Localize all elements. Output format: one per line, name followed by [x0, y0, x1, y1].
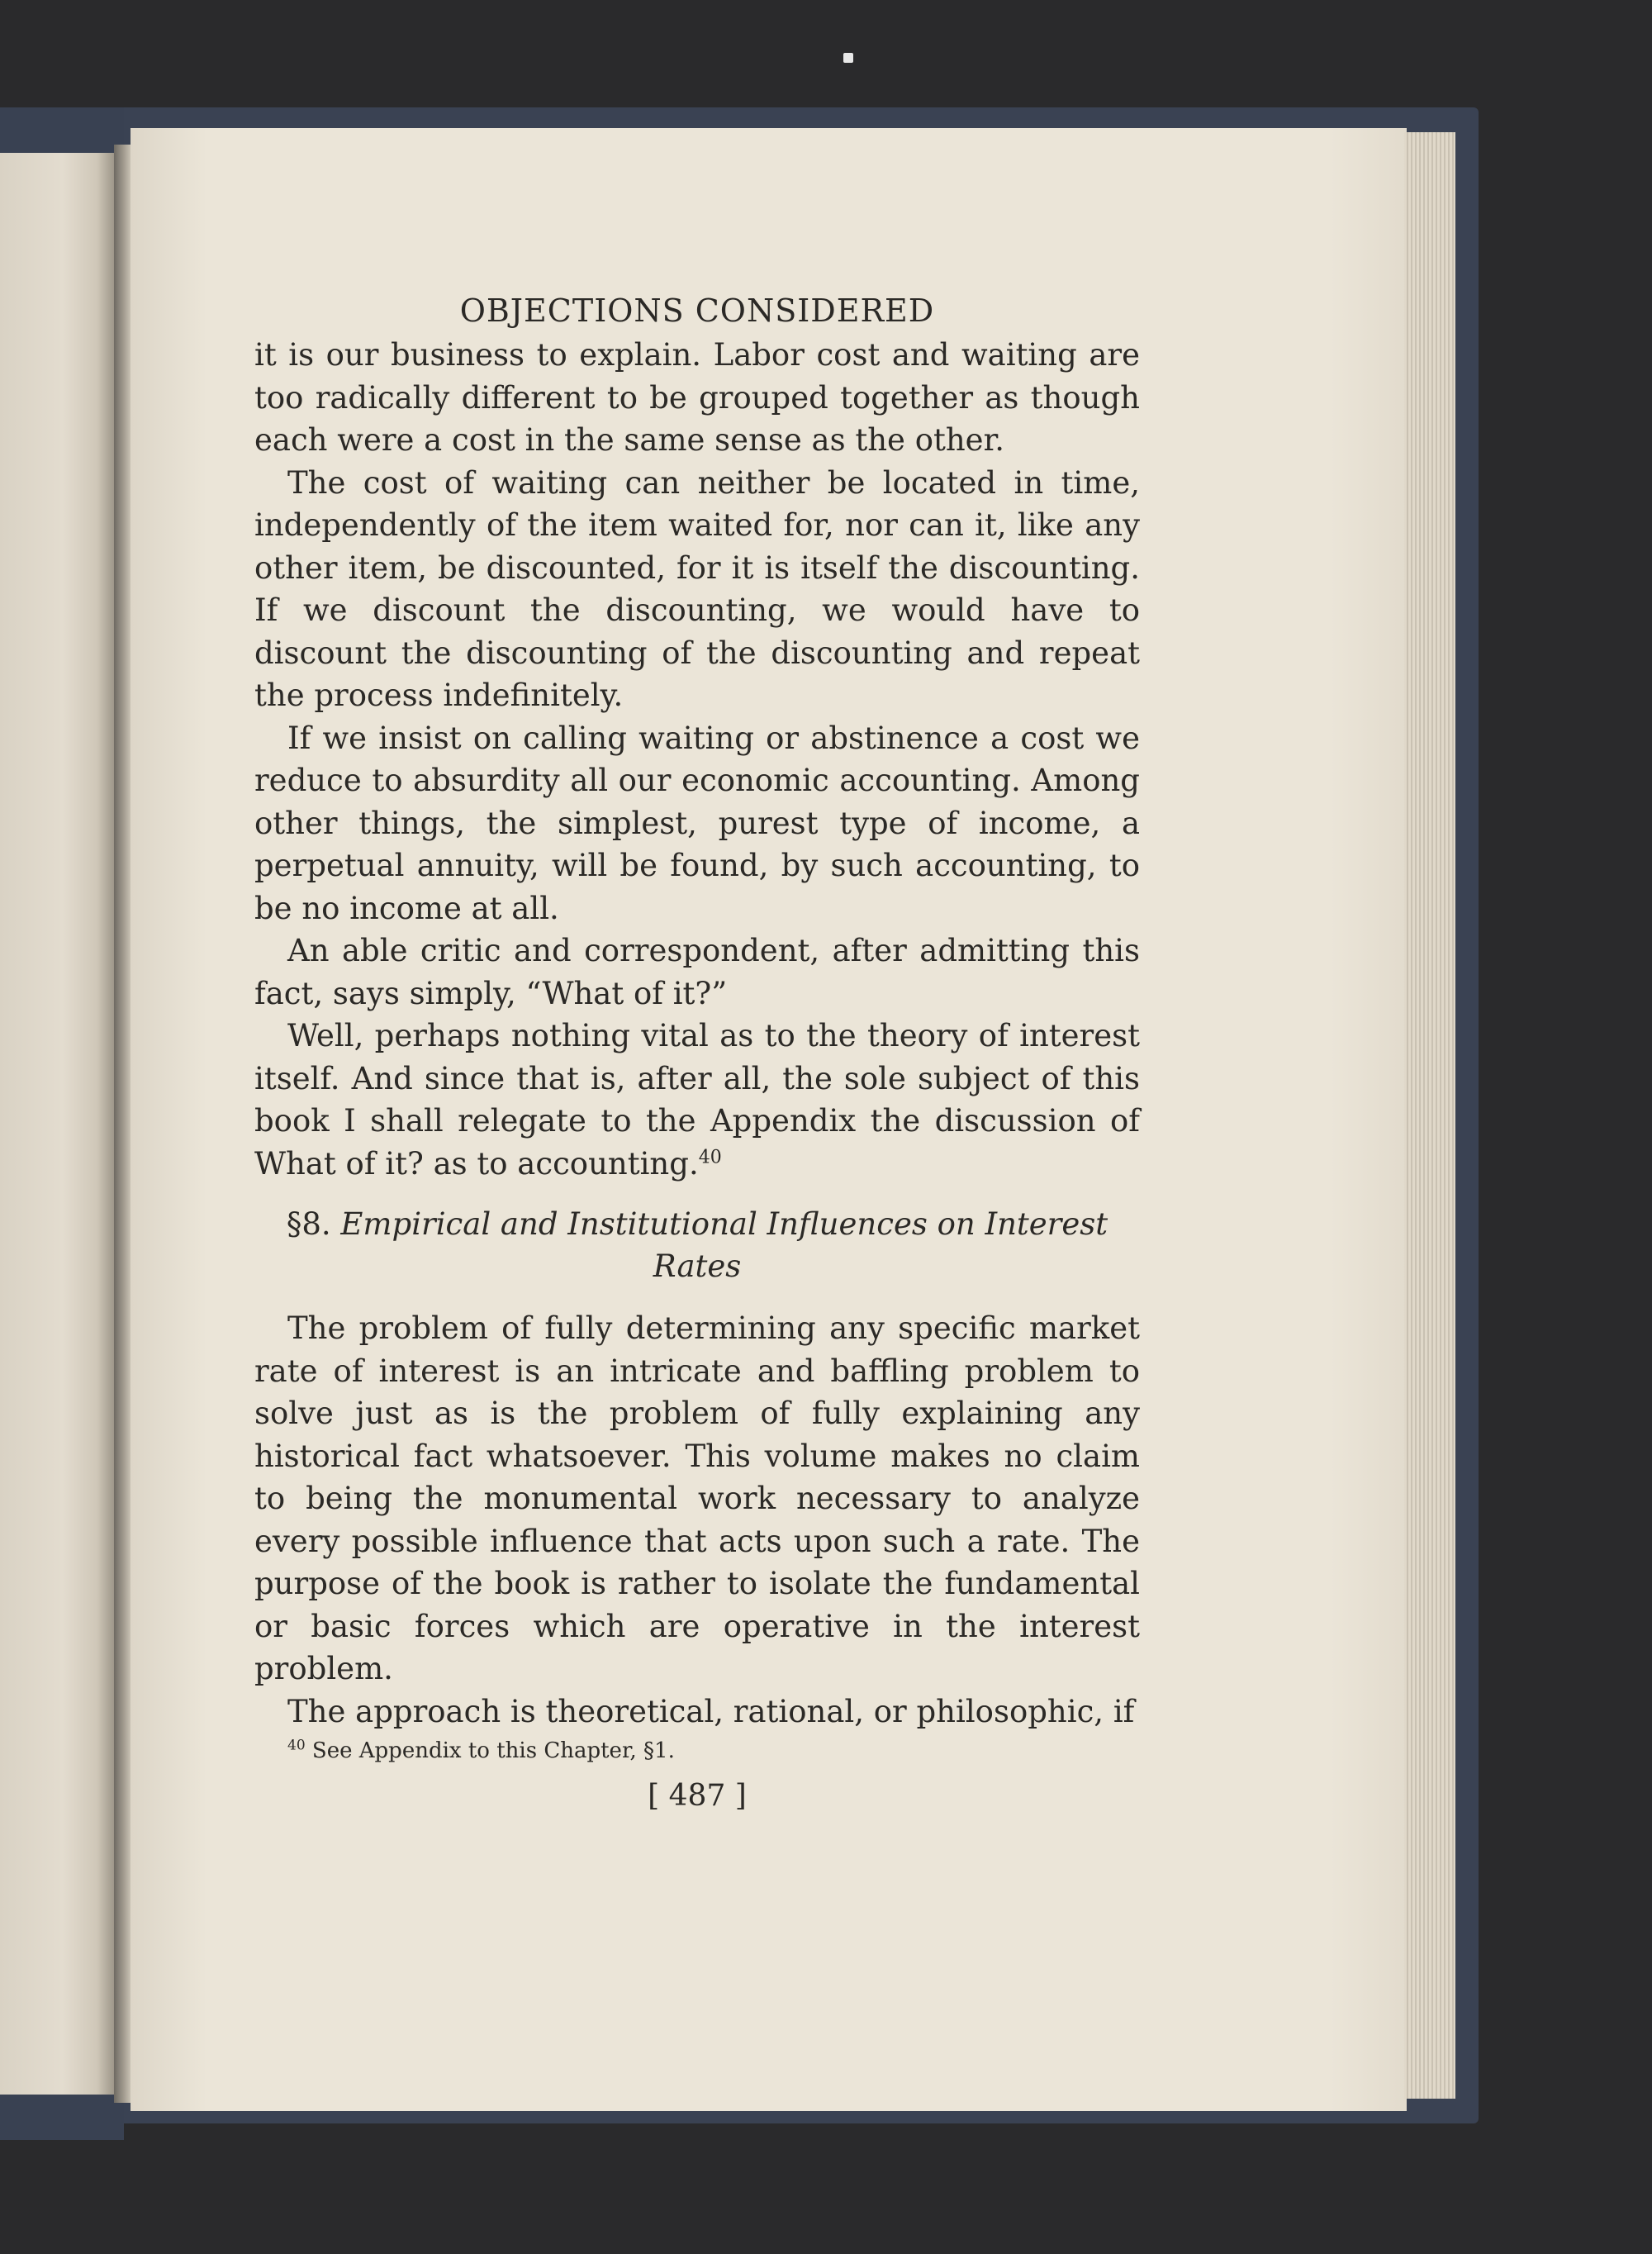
- page-number: [ 487 ]: [648, 1779, 747, 1813]
- paragraph-text: Well, perhaps nothing vital as to the theory of interest itself. And since that is, after all, the sole subject of this book I shall relegate to the Appendix the discussion of What of it? as to accounting.: [254, 1018, 1140, 1182]
- paragraph: An able critic and correspondent, after admitting this fact, says simply, “What of it?”: [254, 933, 1140, 1011]
- footnote-reference: 40: [698, 1147, 722, 1168]
- page-stack-edges: [1404, 132, 1455, 2099]
- paragraph: If we insist on calling waiting or abstinence a cost we reduce to absurdity all our economic accounting. Among other things, the simplest, purest type of income, a perpetual annuity, will be found, by such accounting, to be no income at all.: [254, 720, 1140, 926]
- running-head: OBJECTIONS CONSIDERED: [459, 292, 935, 329]
- left-page-edge: [0, 153, 114, 2095]
- section-title: Empirical and Institutional Influences on Interest Rates: [340, 1206, 1108, 1284]
- scan-mark: [843, 53, 853, 63]
- section-heading: [254, 1203, 1140, 1287]
- paragraph: The cost of waiting can neither be located in time, independently of the item waited for, nor can it, like any other item, be discounted, for it is itself the discounting. If we discount the discounting, we would have to discount the discounting of the discounting and repeat the process indefinitely.: [254, 464, 1140, 713]
- section-number: §8.: [286, 1206, 331, 1242]
- footnote-marker: 40: [287, 1737, 306, 1754]
- paragraph: The approach is theoretical, rational, or philosophic, if: [287, 1693, 1135, 1729]
- footnote-text: See Appendix to this Chapter, §1.: [311, 1738, 675, 1763]
- page-text: [254, 288, 1140, 1815]
- paragraph: it is our business to explain. Labor cost and waiting are too radically different to be grouped together as though each were a cost in the same sense as the other.: [254, 337, 1140, 458]
- paragraph-with-note: [254, 1015, 1140, 1185]
- footnote: [254, 1736, 1140, 1766]
- book-gutter: [114, 145, 131, 2103]
- paragraph: The problem of fully determining any specific market rate of interest is an intricate and baffling problem to solve just as is the problem of fully explaining any historical fact whatsoever. This volume makes no claim to being the monumental work necessary to analyze every possible influence that acts upon such a rate. The purpose of the book is rather to isolate the fundamental or basic forces which are operative in the interest problem.: [254, 1310, 1140, 1686]
